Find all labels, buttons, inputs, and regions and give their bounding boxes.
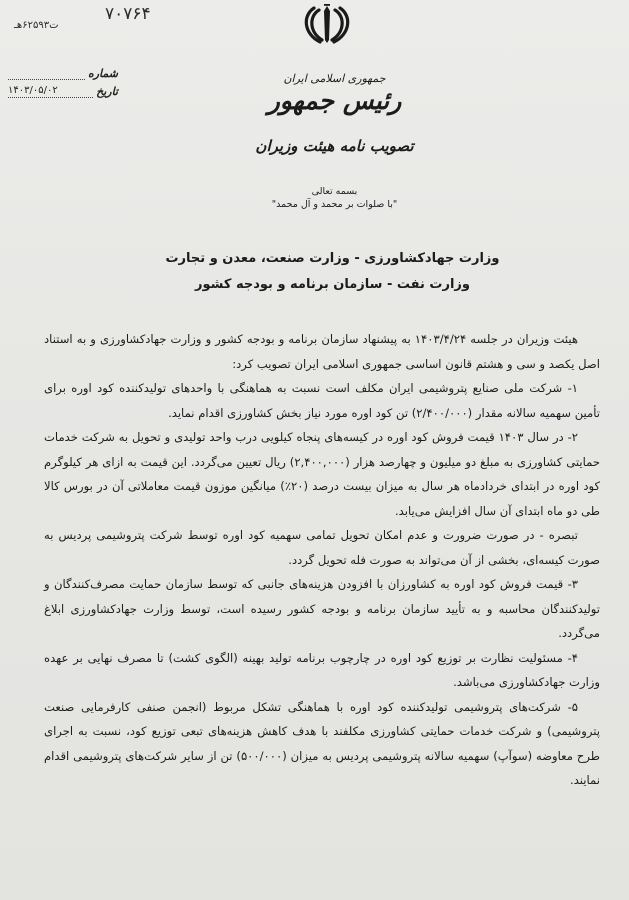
office-title: رئیس جمهور [267,86,402,115]
invocation-line-2: "با صلوات بر محمد و آل محمد" [271,199,398,210]
date-label: تاریخ [96,85,118,98]
clause-note: تبصره - در صورت ضرورت و عدم امکان تحویل تمامی سهمیه کود اوره توسط شرکت پتروشیمی پردیس به صورت کیسه‌ای، بخشی از آن می‌تواند به صورت فله تحویل گردد. [44,528,600,567]
recipients [0,246,629,298]
preamble: هیئت وزیران در جلسه ۱۴۰۳/۴/۲۴ به پیشنهاد سازمان برنامه و بودجه کشور و وزارت جهادکشاورزی و به استناد اصل یکصد و سی و هشتم قانون اساسی جمهوری اسلامی ایران تصویب کرد: [44,332,600,371]
number-label: شماره [87,67,118,80]
clause-2: ۲- در سال ۱۴۰۳ قیمت فروش کود اوره در کیسه‌های پنجاه کیلویی درب واحد تولیدی و تحویل به شرکت خدمات حمایتی کشاورزی به مبلغ دو میلیون و چهارصد هزار (۲,۴۰۰,۰۰۰) ریال تعیین می‌گردد. این قیمت به ازای هر کیلوگرم کود اوره در ابتدای خردادماه هر سال به میزان بیست درصد (۲۰٪) میانگین موزون قیمت معاملاتی آن در بورس کالا طی دو ماه ابتدای آن سال افزایش می‌یابد. [44,430,600,518]
invocation-line-1: بسمه تعالی [311,186,358,197]
iran-emblem-icon [302,2,352,46]
clause-1: ۱- شرکت ملی صنایع پتروشیمی ایران مکلف است نسبت به هماهنگی با واحدهای تولیدکننده کود اوره برای تأمین سهمیه سالانه مقدار (۲/۴۰۰/۰۰۰) تن کود اوره مورد نیاز بخش کشاورزی اقدام نماید. [44,381,600,420]
republic-label: جمهوری اسلامی ایران [283,72,386,85]
recipients-line-2: وزارت نفت - سازمان برنامه و بودجه کشور [195,277,470,292]
date-value: ۱۴۰۳/۰۵/۰۲ [8,85,93,98]
recipients-line-1: وزارت جهادکشاورزی - وزارت صنعت، معدن و تجارت [165,251,500,266]
reference-code: ت۶۲۵۹۳هـ [14,20,59,31]
clause-5: ۵- شرکت‌های پتروشیمی تولیدکننده کود اوره با هماهنگی تشکل مربوط (انجمن صنفی کارفرمایی صنعت پتروشیمی) و شرکت خدمات حمایتی کشاورزی مکلفند با هدف کاهش هزینه‌های تبعی توزیع کود، نسبت به اجرای طرح معاوضه (سوآپ) سهمیه سالانه پتروشیمی پردیس به میزان (۵۰۰/۰۰۰) تن از سایر شرکت‌های پتروشیمی اقدام نمایند. [44,699,600,787]
decree-body [44,327,600,793]
handwritten-reference-number: ۷۰۷۶۴ [105,4,151,24]
invocation [0,185,629,211]
clause-3: ۳- قیمت فروش کود اوره به کشاورزان با افزودن هزینه‌های جانبی که توسط سازمان حمایت مصرف‌کنندگان و تولیدکنندگان محاسبه و به تأیید سازمان برنامه و بودجه کشور رسیده است، توسط وزارت جهادکشاورزی ابلاغ می‌گردد. [44,577,600,640]
document-type: تصویب نامه هیئت وزیران [255,137,414,155]
clause-4: ۴- مسئولیت نظارت بر توزیع کود اوره در چارچوب برنامه تولید بهینه (الگوی کشت) تا مصرف نهایی بر عهده وزارت جهادکشاورزی می‌باشد. [44,650,600,689]
